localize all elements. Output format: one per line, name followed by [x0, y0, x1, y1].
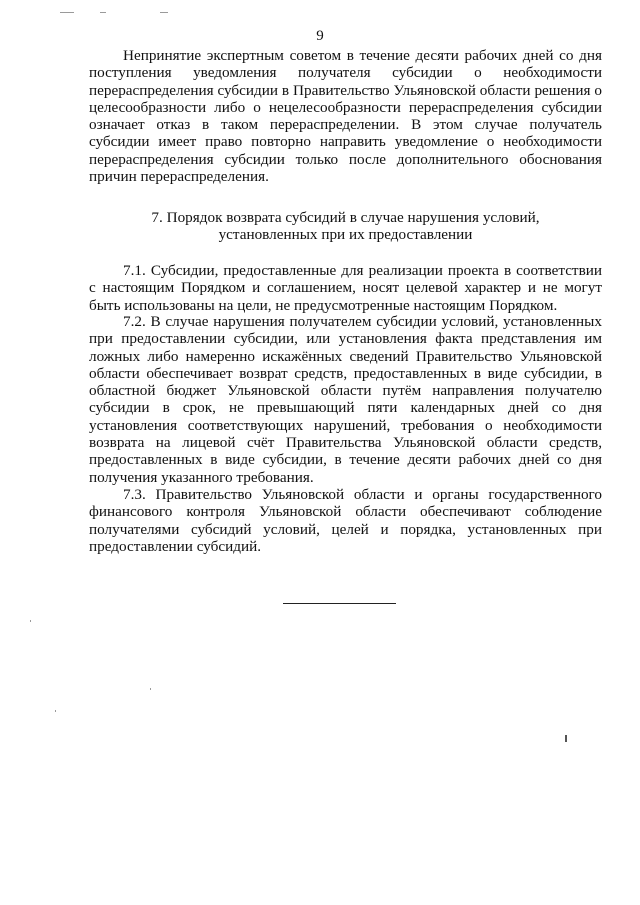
paragraph-7-3 [89, 486, 602, 555]
scan-artifact [55, 710, 56, 712]
scan-artifact [60, 12, 74, 13]
scan-artifact [30, 620, 31, 622]
end-of-document-rule [283, 603, 396, 604]
paragraph-7-2 [89, 313, 602, 486]
page-number: 9 [316, 28, 324, 44]
section-heading-line-1: 7. Порядок возврата субсидий в случае нарушения условий, [151, 209, 540, 226]
section-heading-line-2: установленных при их предоставлении [218, 226, 473, 244]
scan-artifact [160, 12, 168, 13]
paragraph-7-1 [89, 262, 602, 314]
paragraph-text: 7.2. В случае нарушения получателем субсидии условий, установленных при предоставлении субсидии, или установления факта представления им ложных либо намеренно искажённых сведений Правительство Ульяновской области обеспечивает возврат средств, предоставленных в виде субсидии, в областной бюджет Ульяновской области путём направления получателю субсидии в срок, не превышающий пяти календарных дней со дня установления соответствующих нарушений, требования о необходимости возврата на лицевой счёт Правительства Ульяновской области средств, предоставленных в виде субсидии, в течение десяти рабочих дней со дня получения указанного требования. [89, 313, 602, 486]
scan-artifact [100, 12, 106, 13]
paragraph-text: 7.3. Правительство Ульяновской области и органы государственного финансового контроля Ульяновской области обеспечивают соблюдение получателями субсидий условий, целей и порядка, установленных при предоставлении субсидий. [89, 486, 602, 555]
section-heading [89, 209, 602, 244]
paragraph-text: Непринятие экспертным советом в течение десяти рабочих дней со дня поступления уведомления получателя субсидии о необходимости перераспределения субсидии в Правительство Ульяновской области решения о целесообразности либо о нецелесообразности перераспределения субсидии означает отказ в таком перераспределении. В этом случае получатель субсидии имеет право повторно направить уведомление о необходимости перераспределения субсидии только после дополнительного обоснования причин перераспределения. [89, 47, 602, 186]
scan-artifact [150, 688, 151, 690]
scan-artifact [565, 735, 567, 742]
paragraph-text: 7.1. Субсидии, предоставленные для реализации проекта в соответствии с настоящим Порядком и соглашением, носят целевой характер и не могут быть использованы на цели, не предусмотренные настоящим Порядком. [89, 262, 602, 314]
paragraph-redistribution-refusal [89, 47, 602, 185]
